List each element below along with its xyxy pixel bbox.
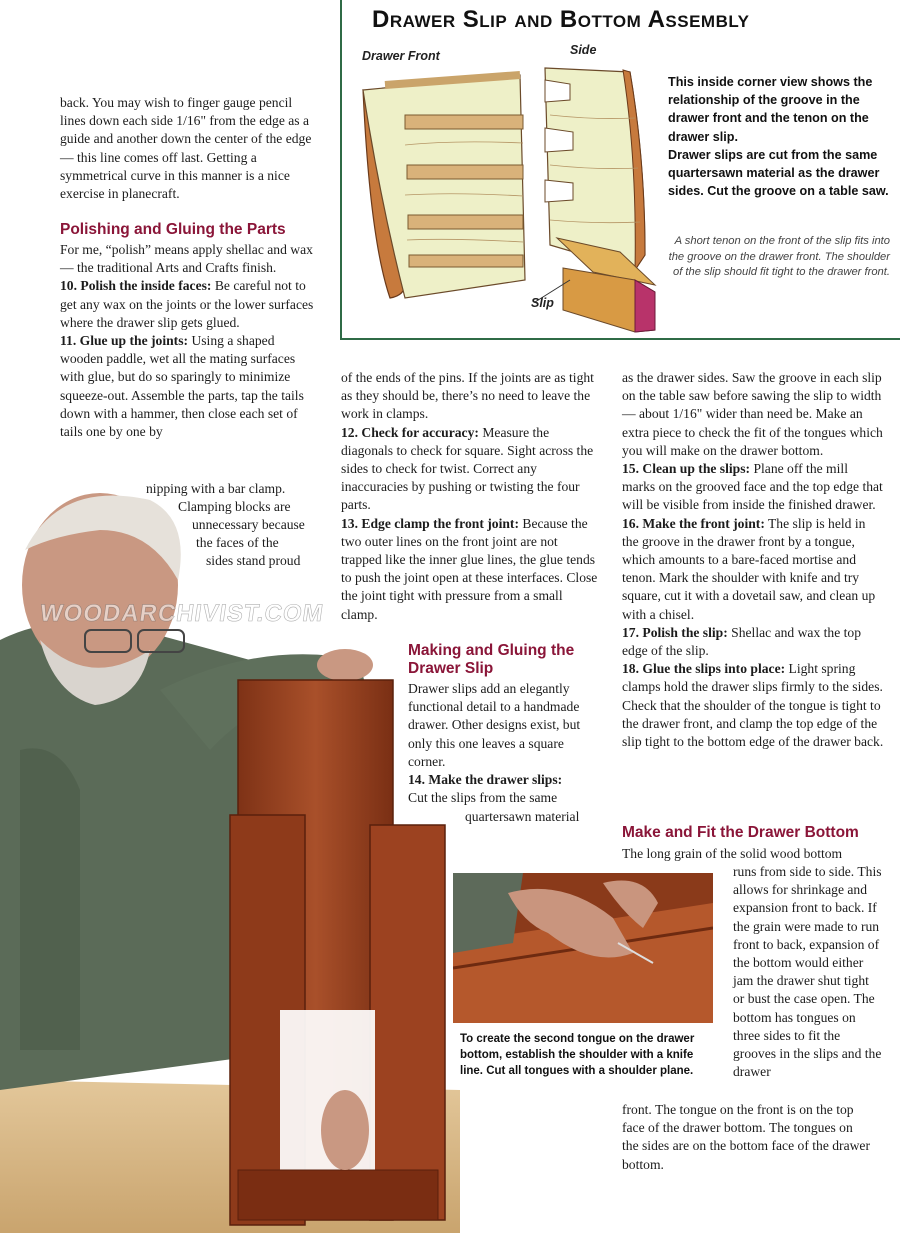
photo-caption: To create the second tongue on the drawer bottom, establish the shoulder with a knife line. Cut all tongues with a shoulder plane.	[460, 1033, 695, 1077]
heading-polishing-gluing: Polishing and Gluing the Parts	[60, 221, 286, 238]
step-10-label: 10. Polish the inside faces:	[60, 278, 212, 294]
step-11-label: 11. Glue up the joints:	[60, 333, 189, 349]
step-14-label: 14. Make the drawer slips:	[408, 772, 563, 788]
step-13-label: 13. Edge clamp the front joint:	[341, 515, 519, 531]
col3-body: as the drawer sides. Saw the groove in each slip on the table saw before sawing the slip to width — about 1/16" wider than need be. Make an extra piece to check the fit of the tongues which you will make on the drawer bottom. 15. Clean up the slips: Plane off the mill marks on the grooved face and the top edge that will be visible from inside the finished drawer. 16. Make the front joint: The slip is held in the groove in the drawer front by a tongue, which amounts to a bare-faced mortise and tenon. Mark the shoulder with knife and try square, cut it with a dovetail saw, and clean up with a chisel. 17. Polish the slip: Shellac and wax the top edge of the slip. 18. Glue the slips into place: Light spring clamps hold the drawer slips firmly to the sides. Check that the shoulder of the tongue is tight to the drawer front, and clamp the top edge of the slip tight to the bottom edge of the drawer back.	[622, 370, 884, 750]
label-drawer-front: Drawer Front	[362, 49, 440, 63]
diagram-title: Drawer Slip and Bottom Assembly	[372, 6, 750, 33]
label-side: Side	[570, 43, 597, 57]
col2-body: of the ends of the pins. If the joints are as tight as they should be, there’s no need to leave the work in clamps. 12. Check for accuracy: Measure the diagonals to check for square. Sight across the sides to check for twist. Correct any inaccuracies by pushing or twisting the four parts. 13. Edge clamp the front joint: Because the two outer lines on the front joint are not trapped like the inner glue lines, the glue tends to push the joint open at these interfaces. Close the joint tight with pressure from a small clamp.	[341, 370, 598, 622]
step-15-label: 15. Clean up the slips:	[622, 461, 751, 477]
heading-drawer-bottom: Make and Fit the Drawer Bottom	[622, 824, 859, 841]
diagram-note-tenon: A short tenon on the front of the slip fits into the groove on the drawer front. The shoulder of the slip should fit tight to the drawer front.	[668, 235, 890, 279]
watermark-text: WOODARCHIVIST.COM	[38, 600, 326, 627]
bottom-paragraph-narrow: runs from side to side. This allows for shrinkage and expansion front to back. If the grain were made to run front to back, expansion of the bottom would either jam the drawer shut tight or bust the case open. The bottom has tongues on three sides to fit the grooves in the slips and the drawer	[733, 864, 882, 1080]
step-18-label: 18. Glue the slips into place:	[622, 661, 786, 677]
intro-paragraph: back. You may wish to finger gauge pencil lines down each side 1/16" from the edge as a guide and another down the center of the edge — this line comes off last. Getting a symmetrical curve in this manner is a nice exercise in planecraft.	[60, 95, 312, 202]
step-12-label: 12. Check for accuracy:	[341, 424, 479, 440]
drawer-slip-illustration	[345, 40, 675, 335]
diagram-note-main: This inside corner view shows the relationship of the groove in the drawer front and the tenon on the drawer slip. Drawer slips are cut from the same quartersawn material as the drawer sides. Cut the groove on a table saw.	[668, 75, 889, 199]
photo-drawer-bottom-tongue	[453, 873, 713, 1023]
col2-slip-body: Drawer slips add an elegantly functional detail to a handmade drawer. Other designs exist, but only this one leaves a square corner. 14. Make the drawer slips: Cut the slips from the same	[408, 681, 581, 806]
label-slip: Slip	[531, 296, 554, 310]
heading-making-gluing-slip: Making and Gluing the Drawer Slip	[408, 642, 575, 677]
col1-body: For me, “polish” means apply shellac and wax — the traditional Arts and Crafts finish. 10. Polish the inside faces: Be careful not to get any wax on the joints or the lower surfaces where the drawer slip gets glued. 11. Glue up the joints: Using a shaped wooden paddle, wet all the mating surfaces with glue, but do so sparingly to minimize squeeze-out. Assemble the parts, tap the tails down with a hammer, then close each set of tails one by one by	[60, 242, 314, 440]
step-16-label: 16. Make the front joint:	[622, 515, 765, 531]
step-17-label: 17. Polish the slip:	[622, 624, 728, 640]
